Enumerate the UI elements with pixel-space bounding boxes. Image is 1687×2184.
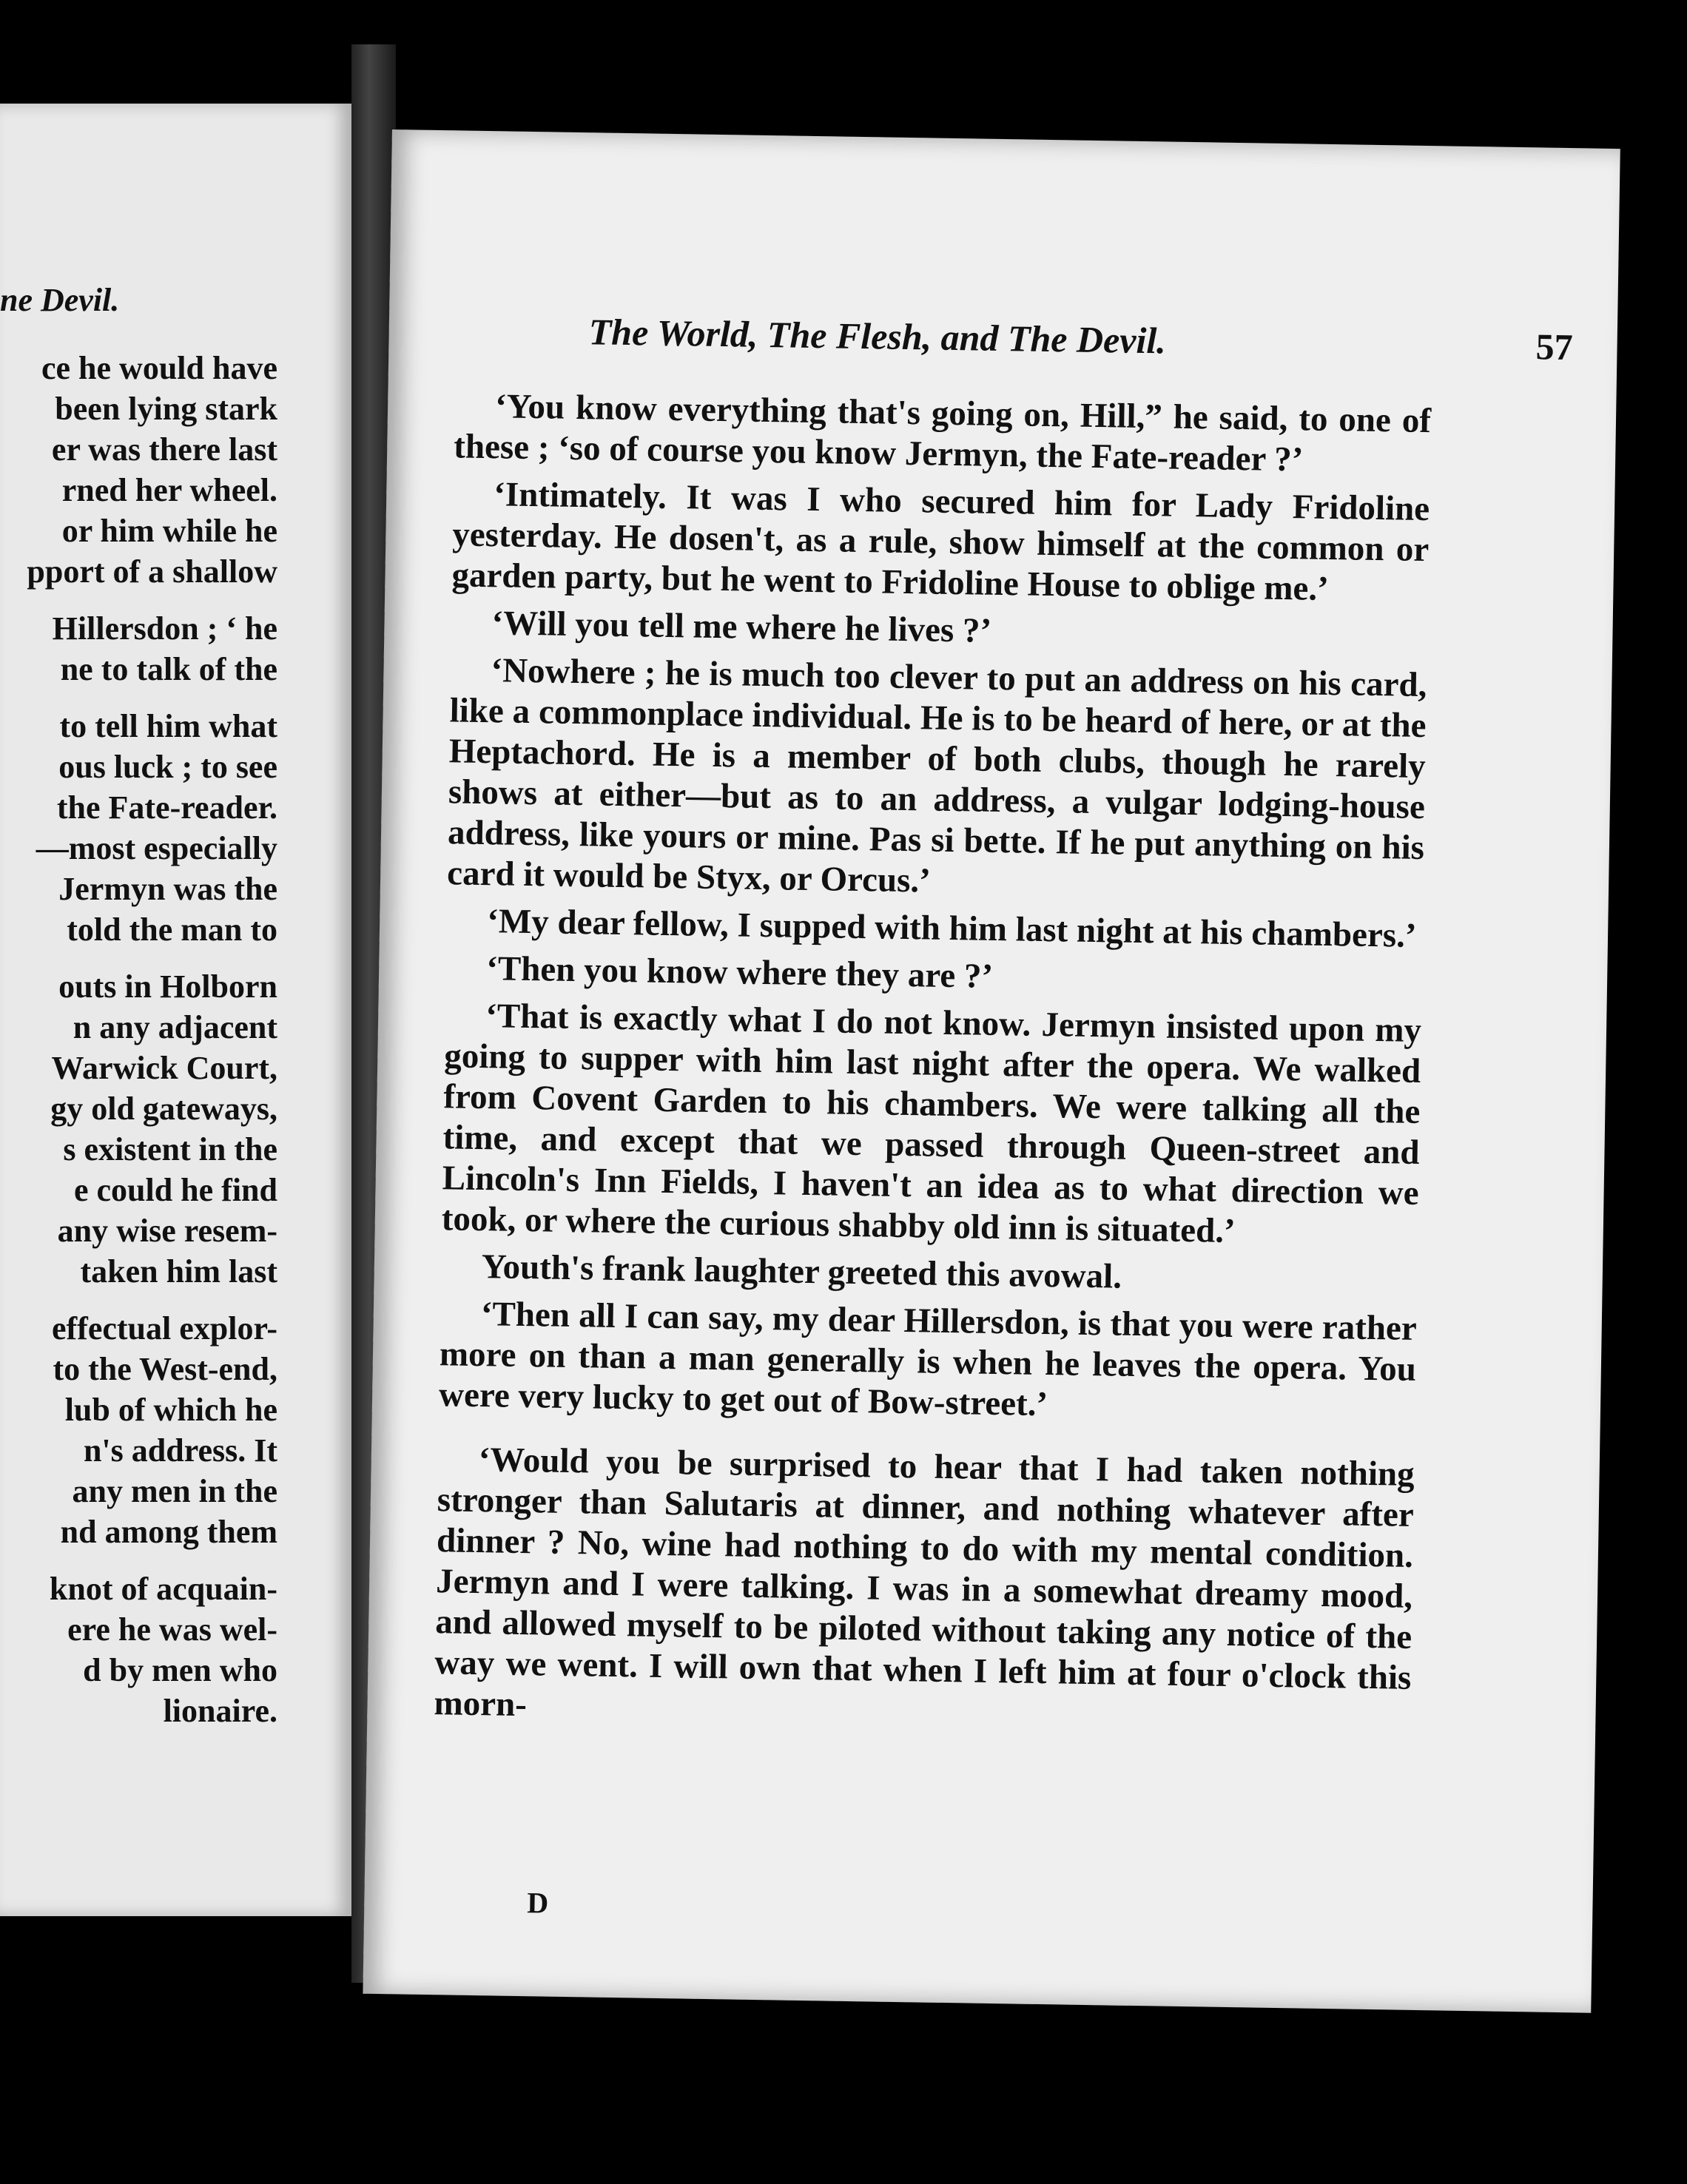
left-line: effectual explor- xyxy=(51,1310,277,1347)
left-line: knot of acquain- xyxy=(49,1571,277,1607)
left-line: ce he would have xyxy=(41,350,277,386)
paragraph: ‘That is exactly what I do not know. Jermyn insisted upon my going to supper with him last night after the opera. We walked from Covent Garden to his chambers. We were talking all the time, and except that we passed through Queen-street and Lincoln's Inn Fields, I haven't an idea as to what direction we took, or where the curious shabby old inn is situated.’ xyxy=(441,997,1422,1251)
page-number: 57 xyxy=(1535,326,1574,368)
paragraph: ‘Would you be surprised to hear that I had taken nothing stronger than Salutaris at dinner, and nothing whatever after dinner ? No, wine had nothing to do with my mental condition. Jermyn and I were talking. I was in a somewhat dreamy mood, and allowed myself to be piloted without taking any notice of the way we went. I will own that when I left him at four o'clock this morn- xyxy=(434,1440,1415,1725)
left-line: the Fate-reader. xyxy=(56,789,277,826)
left-line: told the man to xyxy=(67,911,277,948)
printer-signature-mark: D xyxy=(527,1886,549,1920)
left-line: lionaire. xyxy=(163,1693,277,1729)
left-line: d by men who xyxy=(83,1652,277,1688)
left-line: n's address. It xyxy=(83,1432,277,1469)
left-line: ne to talk of the xyxy=(60,651,277,687)
left-line: rned her wheel. xyxy=(61,472,277,508)
left-line: Warwick Court, xyxy=(51,1050,277,1086)
running-head-title: The World, The Flesh, and The Devil. xyxy=(588,311,1167,362)
paragraph: Youth's frank laughter greeted this avowal. xyxy=(481,1247,1122,1296)
left-line: lub of which he xyxy=(64,1392,277,1428)
left-line: been lying stark xyxy=(55,391,277,427)
paragraph: ‘Then you know where they are ?’ xyxy=(485,949,994,996)
paragraph: ‘My dear fellow, I supped with him last night at his chambers.’ xyxy=(486,902,1417,955)
left-line: ere he was wel- xyxy=(67,1611,277,1648)
left-page-text xyxy=(27,348,277,1731)
left-line: e could he find xyxy=(73,1172,277,1208)
paragraph: ‘Nowhere ; he is much too clever to put an address on his card, like a commonplace individual. He is to be heard of here, or at the Heptachord. He is a member of both clubs, though he rarely shows at either—but as to an address, a vulgar lodging-house address, like yours or mine. Pas si bette. If he put anything on his card it would be Styx, or Orcus.’ xyxy=(446,651,1427,900)
left-line: to the West-end, xyxy=(53,1351,277,1387)
running-head xyxy=(588,310,1595,368)
paragraph: ‘Will you tell me where he lives ?’ xyxy=(491,604,992,650)
left-running-head: ne Devil. xyxy=(0,282,120,318)
left-line: Hillersdon ; ‘ he xyxy=(52,610,277,647)
left-line: s existent in the xyxy=(63,1131,277,1167)
left-line: outs in Holborn xyxy=(58,968,277,1005)
left-line: n any adjacent xyxy=(73,1009,277,1045)
left-page xyxy=(0,104,351,1916)
left-line: any men in the xyxy=(72,1473,277,1509)
left-line: nd among them xyxy=(60,1514,277,1550)
paragraph: ‘Intimately. It was I who secured him for Lady Fridoline yesterday. He dosen't, as a rule, show himself at the common or garden party, but he went to Fridoline House to oblige me.’ xyxy=(451,475,1430,608)
page-body xyxy=(434,385,1431,1746)
left-line: pport of a shallow xyxy=(27,553,277,590)
paragraph: ‘You know everything that's going on, Hill,” he said, to one of these ; ‘so of course you know Jermyn, the Fate-reader ?’ xyxy=(453,387,1432,479)
left-line: ous luck ; to see xyxy=(58,749,277,785)
left-line: gy old gateways, xyxy=(50,1091,277,1127)
left-line: Jermyn was the xyxy=(58,871,277,907)
left-line: or him while he xyxy=(61,513,277,549)
left-line: er was there last xyxy=(51,431,277,468)
left-line: taken him last xyxy=(80,1253,277,1290)
right-page xyxy=(363,129,1620,2013)
paragraph: ‘Then all I can say, my dear Hillersdon, is that you were rather more on than a man generally is when he leaves the opera. You were very lucky to get out of Bow-street.’ xyxy=(438,1295,1418,1424)
left-line: to tell him what xyxy=(59,708,277,744)
left-line: —most especially xyxy=(36,830,277,866)
left-line: any wise resem- xyxy=(57,1213,277,1249)
